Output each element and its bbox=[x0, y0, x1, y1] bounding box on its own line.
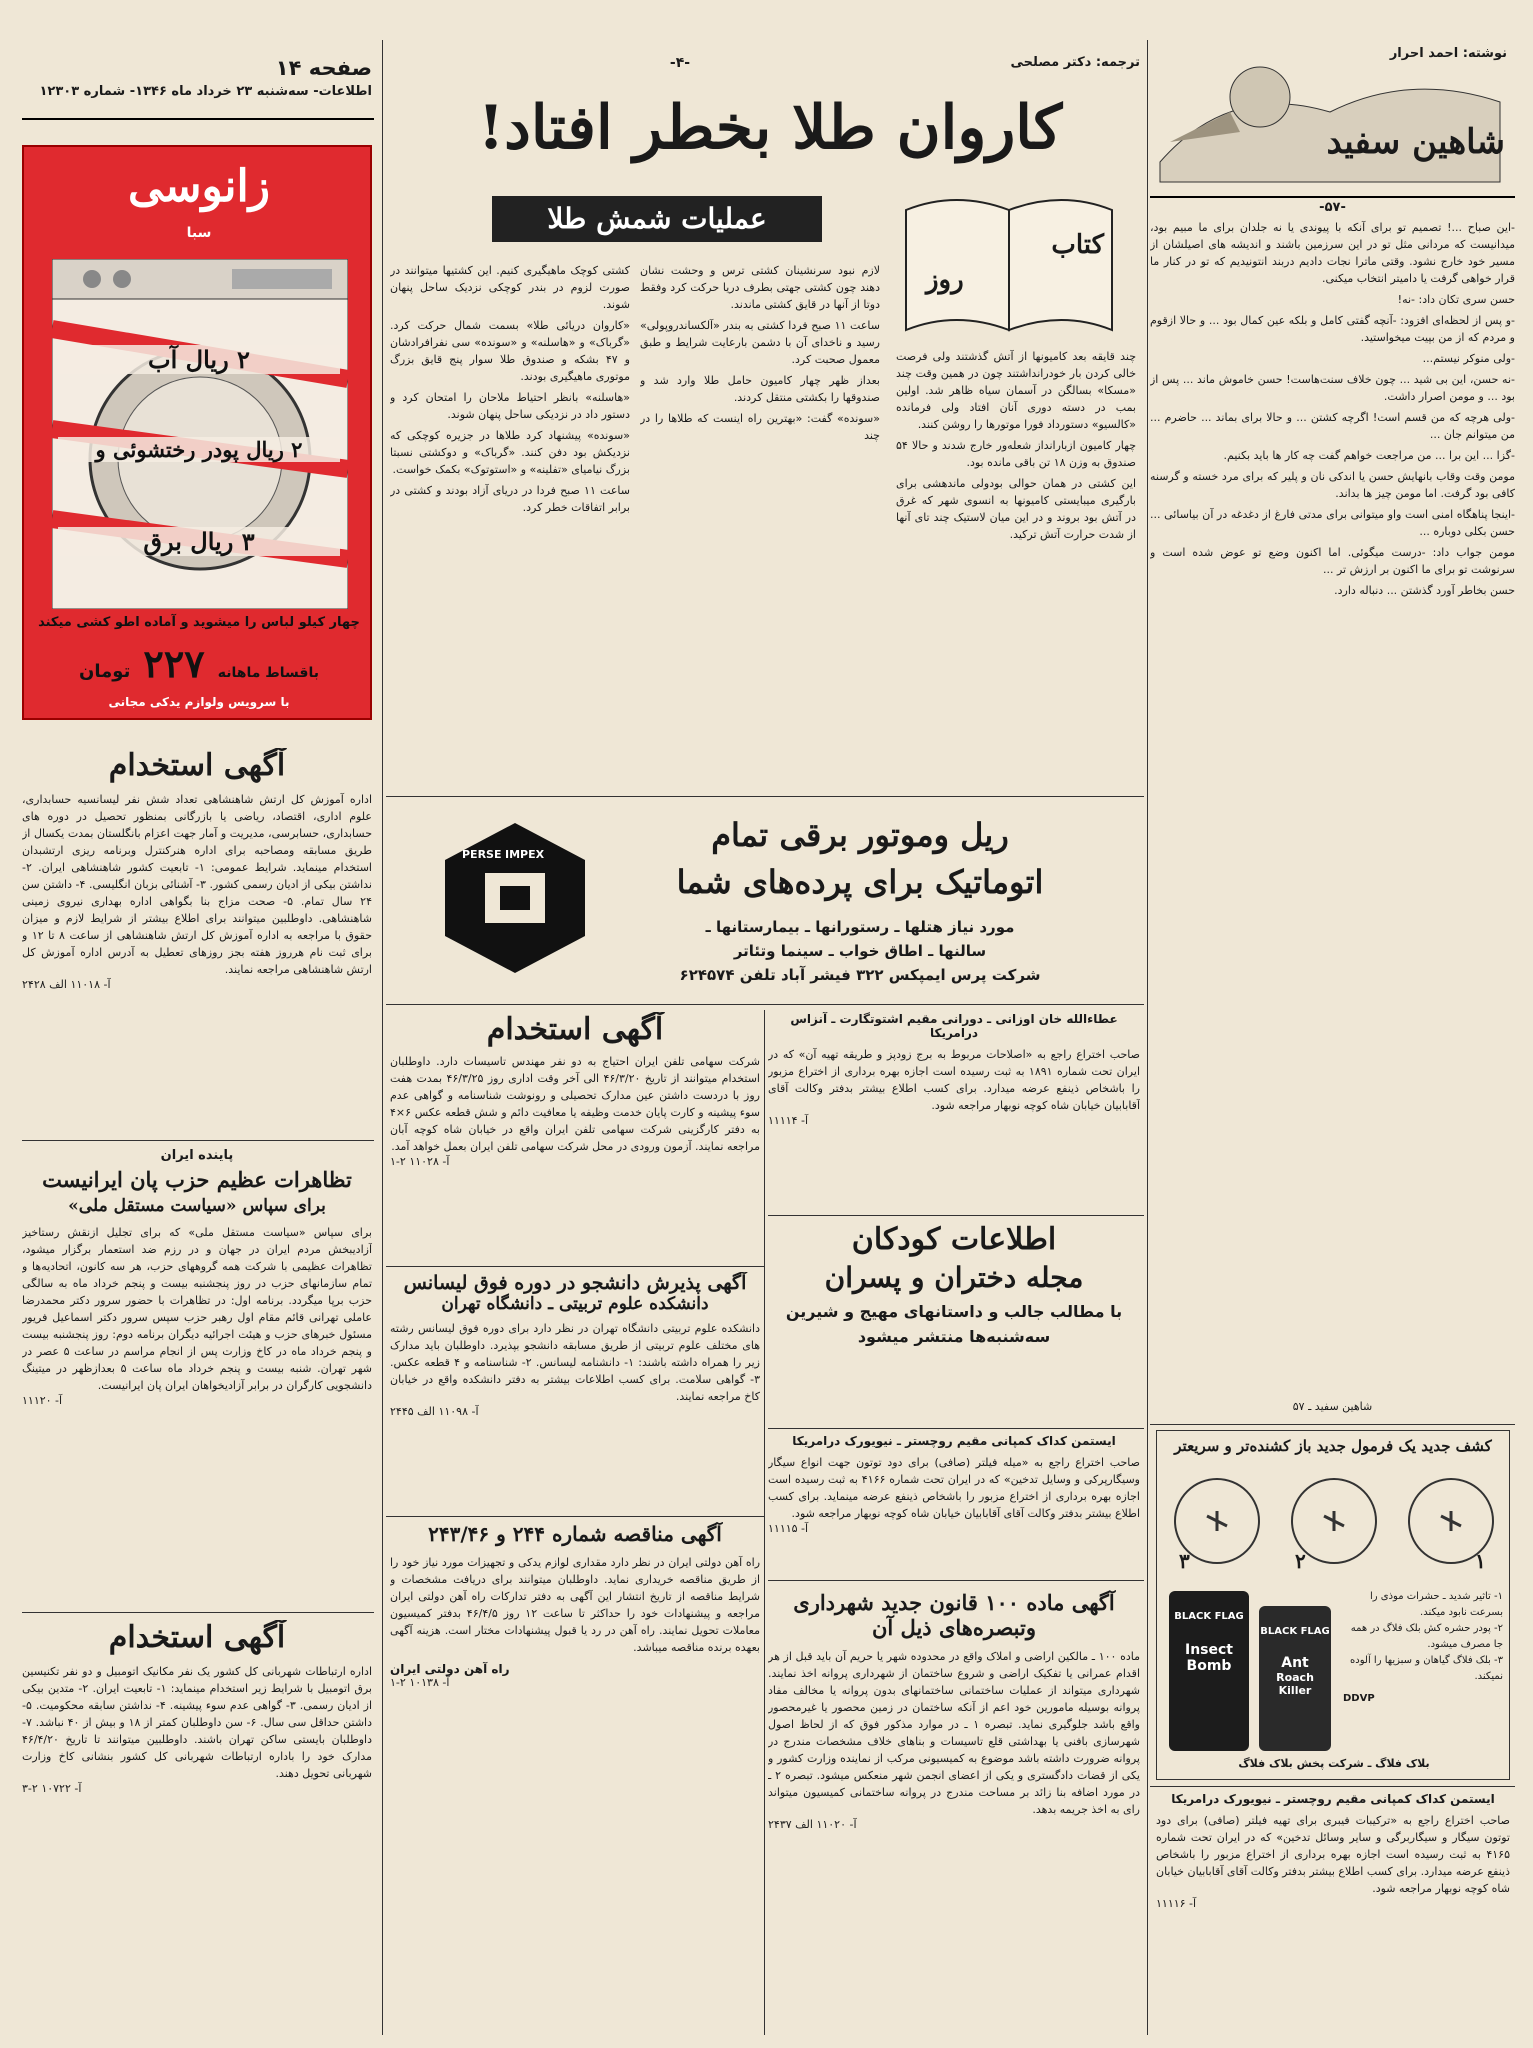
impex-line-5: شرکت پرس ایمپکس ۳۲۲ فیشر آباد تلفن ۶۲۴۵۷۴ bbox=[679, 966, 1041, 984]
rule bbox=[768, 1215, 1144, 1216]
ad-body: اداره آموزش کل ارتش شاهنشاهی تعداد شش نفر لیسانسیه حسابداری، علوم اداری، اقتصاد، ریاضی یا بازرگانی بمنظور تحصیل در دوره های حسابداری، حسابرسی، مدیریت و آمار جهت اعزام بانگلستان بمدت یکسال از طریق مسابقه ومصاحبه برای اداره هنرکنترل وبرنامه ریزی ارتشبدان استخدام مینماید. شرایط عمومی: ۱- تابعیت کشور شاهنشاهی ایران. ۲- نداشتن بیکی از ادیان رسمی کشور. ۳- آشنائی بزبان انگلیسی. ۴- داشتن سن ۲۴ سال تمام. ۵- صحت مزاج بنا بگواهی اداره بهداری نیروی زمینی شاهنشاهی. داوطلبین میتوانند برای اطلاع بیشتر از شرایط لازم و میزان حقوق با مراجعه به اداره آموزش کل ارتش شاهنشاهی از ساعت ۸ تا ۱۲ و برای ثبت نام هرروز هفته بجز روزهای تعطیل به آدرس اداره آموزش کل ارتش شاهنشاهی مراجعه نمایند. bbox=[22, 793, 372, 976]
can-product: Insect bbox=[1185, 1642, 1233, 1658]
header-rule bbox=[22, 118, 374, 120]
translator-credit: ترجمه: دکتر مصلحی bbox=[1010, 55, 1140, 70]
zanussi-price-row bbox=[32, 641, 366, 686]
column-masthead bbox=[1150, 42, 1515, 192]
paragraph: مومن وقت وقاب بانهایش حسن یا اندکی نان و پلیر که برای مرد خسته و گرسنه کافی بود گرفت. اما مومن چیز ها بداند. bbox=[1150, 470, 1515, 500]
paragraph: -و پس از لحظه‌ای افزود: -آنچه گفتی کامل و بلکه عین کمال بود ... و حالا ازقوم و مردم که از من بپیت میخواستید. bbox=[1150, 314, 1515, 344]
impex-line-3: مورد نیاز هتلها ـ رستورانها ـ بیمارستانها ـ bbox=[705, 918, 1015, 936]
bf-num-2: ۲ bbox=[1295, 1549, 1306, 1573]
party-announcement bbox=[22, 1148, 372, 1608]
tender-signature: راه آهن دولتی ایران bbox=[390, 1662, 510, 1676]
black-flag-ad bbox=[1156, 1430, 1510, 1780]
paragraph: -گزا ... این برا ... من مراجعت خواهم گفت چه کار ها باید بکنیم. bbox=[1223, 449, 1515, 462]
patent-title: ایستمن کداک کمپانی مقیم روچستر ـ نیویورک درامریکا bbox=[1171, 1792, 1495, 1806]
rule bbox=[768, 1428, 1144, 1429]
party-title: تظاهرات عظیم حزب پان ایرانیست bbox=[42, 1167, 352, 1192]
paragraph: -ولی هرچه که من قسم است! اگرچه کشتن ... و حالا برای بماند ... حاضرم ... من میتوانم جان ... bbox=[1150, 411, 1515, 441]
can-brand: BLACK FLAG bbox=[1260, 1626, 1330, 1637]
rule bbox=[1150, 196, 1515, 198]
kids-line-3: با مطالب جالب و داستانهای مهیج و شیرین bbox=[785, 1302, 1123, 1321]
insect-bomb-can bbox=[1169, 1591, 1249, 1751]
patent-code: آ- ۱۱۱۱۵ bbox=[768, 1522, 809, 1535]
paragraph: -اینجا پناهگاه امنی است واو میتوانی برای مدتی فارغ از دغدغه در آن بیاسائی ... حسن بکلی دوباره ... bbox=[1150, 508, 1515, 538]
patent-notice-1 bbox=[768, 1012, 1140, 1212]
can-product: Ant bbox=[1281, 1655, 1309, 1671]
patent-body: صاحب اختراع راجع به «ترکیبات فیبری برای تهیه فیلتر (صافی) برای دود توتون سیگار و سیگاربرگی و سایر وسائل تدخین» که در ایران تحت شماره ۴۱۶۵ به ثبت رسیده است اجازه بهره برداری از اختراع مزبور را باشخاص ذینفع عرضه میدارد. برای کسب اطلاع بیشتر بدفتر وکالت آقای آقابابیان خیابان شاه کوچه نوبهار مراجعه شود. bbox=[1156, 1814, 1510, 1895]
rule bbox=[386, 796, 1144, 797]
can-product-2: Bomb bbox=[1186, 1658, 1232, 1674]
paragraph: مومن جواب داد: -درست میگوئی. اما اکنون وضع تو عوض شده است و سرنوشت تو برای ما اکنون بر ارزش تر ... bbox=[1150, 546, 1515, 576]
paragraph: «سونده» گفت: «بهترین راه اینست که طلاها را در چند bbox=[640, 412, 880, 442]
patent-notice-3 bbox=[1156, 1792, 1510, 2032]
logo-bottom-word: IMPEX bbox=[505, 848, 545, 861]
washing-machine-illustration bbox=[52, 259, 348, 609]
party-kicker: پاینده ایران bbox=[160, 1148, 234, 1163]
impex-line-2: اتوماتیک برای پرده‌های شما bbox=[676, 863, 1044, 901]
byline: نوشته: احمد احرار bbox=[1389, 46, 1507, 61]
story-body bbox=[1150, 219, 1515, 599]
uni-code: آ- ۱۱۰۹۸ الف ۲۴۴۵ bbox=[390, 1405, 479, 1418]
book-word-2: روز bbox=[926, 265, 964, 295]
rule bbox=[386, 1004, 1144, 1005]
column-divider bbox=[1147, 40, 1148, 2035]
perse-impex-logo bbox=[440, 818, 590, 978]
patent-code: آ- ۱۱۱۱۶ bbox=[1156, 1897, 1197, 1910]
paragraph: بعداز ظهر چهار کامیون حامل طلا وارد شد و صندوقها را بکشتی منتقل کردند. bbox=[640, 374, 880, 404]
paragraph: -نه حسن، این بی شید ... چون خلاف سنت‌هاست! حسن خاموش ماند ... پس از بود ... و مومن اصرار داشت. bbox=[1150, 373, 1515, 403]
zanussi-brand: زانوسی bbox=[128, 161, 270, 212]
employment-ad-army bbox=[22, 748, 372, 1133]
can-brand: BLACK FLAG bbox=[1174, 1611, 1244, 1622]
employment-ad-telephone bbox=[390, 1012, 760, 1262]
uni-subtitle: دانشکده علوم تربیتی ـ دانشگاه تهران bbox=[441, 1294, 709, 1314]
paragraph: -ولی منوکر نیستم... bbox=[1422, 352, 1515, 365]
uni-title: آگهی پذیرش دانشجو در دوره فوق لیسانس bbox=[403, 1272, 747, 1294]
column-divider bbox=[382, 40, 383, 2035]
bf-notes bbox=[1343, 1589, 1503, 1707]
impex-line-1: ریل وموتور برقی تمام bbox=[711, 816, 1009, 854]
column-divider bbox=[764, 1010, 765, 2035]
zanussi-line-power: ۳ ریال برق bbox=[58, 527, 340, 556]
patent-title: ایستمن کداک کمپانی مقیم روچستر ـ نیویورک درامریکا bbox=[792, 1434, 1116, 1448]
paragraph: چهار کامیون ازبارانداز شعله‌ور خارج شدند و حالا ۵۴ صندوق به وزن ۱۸ تن باقی مانده بود. bbox=[896, 439, 1136, 469]
page-number: -۴- bbox=[669, 55, 691, 71]
ad-title: آگهی استخدام bbox=[486, 1012, 664, 1047]
logo-top-word: PERSE bbox=[462, 848, 502, 861]
paragraph: این کشتی در همان حوالی بودولی ماندهشی برای بارگیری میبایستی کامیونها به انسوی شهر که غرق در آتش بود بروند و در این میان لاستیک چند تای آنها از شدت حرارت آتش ترکید. bbox=[896, 477, 1136, 541]
uni-body: دانشکده علوم تربیتی دانشگاه تهران در نظر دارد برای دوره فوق لیسانس رشته های مختلف علوم تربیتی از طریق مسابقه دانشجو بپذیرد. داوطلبان باید مدارک زیر را همراه داشته باشند: ۱- دانشنامه لیسانس. ۲- شناسنامه و ۴ قطعه عکس. ۳- گواهی سلامت. برای کسب اطلاعات بیشتر به دفتر دانشکده واقع در خیابان کاخ مراجعه نمایند. bbox=[390, 1322, 760, 1403]
ad-code: آ- ۱۰۷۲۲ ۲-۳ bbox=[22, 1782, 82, 1795]
zanussi-sub: سبا bbox=[186, 225, 212, 241]
perse-impex-ad bbox=[390, 808, 1140, 998]
kids-line-4: سه‌شنبه‌ها منتشر میشود bbox=[857, 1327, 1051, 1346]
patent-title: عطاءالله خان اوزانی ـ دورانی مقیم اشتوتگارت ـ آنزاس درامریکا bbox=[790, 1012, 1118, 1040]
column-footer: شاهین سفید ـ ۵۷ bbox=[1292, 1400, 1373, 1413]
bf-title: کشف جدید یک فرمول جدید باز کشنده‌تر و سریعتر bbox=[1174, 1437, 1492, 1455]
open-book-icon bbox=[896, 180, 1122, 340]
roach-killer-can bbox=[1259, 1606, 1331, 1751]
bf-note: ۱- تاثیر شدید ـ حشرات موذی را بسرعت نابود میکند. bbox=[1369, 1591, 1503, 1618]
impex-line-4: سالنها ـ اطاق خواب ـ سینما وتئاتر bbox=[733, 942, 987, 960]
paragraph: حسن بخاطر آورد گذشتن ... دنباله دارد. bbox=[1334, 584, 1515, 597]
rule bbox=[386, 1516, 764, 1517]
university-ad bbox=[390, 1272, 760, 1510]
tender-body: راه آهن دولتی ایران در نظر دارد مقداری لوازم یدکی و تجهیزات مورد نیاز خود را از طریق مناقصه خریداری نماید. داوطلبان میتوانند برای دریافت مشخصات و شرایط مناقصه از تاریخ انتشار این آگهی به دفتر تدارکات راه آهن دولتی ایران مراجعه و پیشنهادات خود را حداکثر تا ساعت ۱۲ روز ۴۶/۴/۵ بدفتر کمیسیون معاملات تحویل نمایند. راه آهن در رد یا قبول پیشنهادات مختار است. هزینه آگهی بعهده برنده مناقصه میباشد. bbox=[390, 1556, 760, 1654]
ad-body: شرکت سهامی تلفن ایران احتیاج به دو نفر مهندس تاسیسات دارد. داوطلبان استخدام میتوانند از تاریخ ۴۶/۳/۲۰ الی آخر وقت اداری روز ۴۶/۳/۲۵ بمدت هفت روز با دردست داشتن عین مدارک تحصیلی و رونوشت شناسنامه و گواهی عدم سوء پیشینه و کارت پایان خدمت وظیفه یا معافیت دائم و شش قطعه عکس ۶×۴ به دفتر کارگزینی شرکت سهامی تلفن ایران واقع در خیابان شاه کوچه آبان مراجعه نمایند. آزمون ورودی در محل شرکت سهامی تلفن ایران بعمل خواهد آمد. bbox=[390, 1055, 760, 1153]
kids-line-2: مجله دختران و پسران bbox=[824, 1261, 1084, 1294]
tender-code: آ- ۱۰۱۳۸ ۲-۱ bbox=[390, 1676, 450, 1689]
paragraph: ساعت ۱۱ صبح فردا در دریای آزاد بودند و کشتی در برابر اتفاقات خطر کرد. bbox=[390, 484, 630, 514]
rule bbox=[22, 1612, 374, 1613]
paragraph: «هاسلنه» بانظر احتیاط ملاحان را امتحان کرد و دستور داد در نزدیکی ساحل پنهان شوند. bbox=[390, 391, 630, 421]
ad-title: آگهی استخدام bbox=[108, 1620, 286, 1655]
zanussi-service: با سرویس ولوازم یدکی مجانی bbox=[108, 695, 290, 709]
paragraph: ساعت ۱۱ صبح فردا کشتی به بندر «آلکساندروپولی» رسید و ناخدای آن با دشمن بارعایت شرایط و طبق معمول صحبت کرد. bbox=[640, 319, 880, 366]
gold-column-1 bbox=[896, 348, 1136, 788]
party-code: آ- ۱۱۱۲۰ bbox=[22, 1394, 63, 1407]
paragraph: حسن سری تکان داد: -نه! bbox=[1397, 293, 1515, 306]
mun-title: آگهی ماده ۱۰۰ قانون جدید شهرداری bbox=[793, 1590, 1115, 1615]
kids-magazine-ad bbox=[768, 1222, 1140, 1422]
patent-body: صاحب اختراع راجع به «میله فیلتر (صافی) برای دود توتون جهت انواع سیگار وسیگارپرکی و وسایل تدخین» که در ایران تحت شماره ۴۱۶۶ به ثبت رسیده است اجازه بهره برداری از اختراع مزبور را باشخاص ذینفع عرضه مینماید. برای کسب اطلاع بیشتر بدفتر وکالت آقای آقابابیان خیابان شاه کوچه نوبهار مراجعه شود. bbox=[768, 1456, 1140, 1520]
kids-line-1: اطلاعات کودکان bbox=[851, 1222, 1057, 1257]
gold-column-3 bbox=[390, 262, 630, 788]
ad-code: آ- ۱۱۰۲۸ ۲-۱ bbox=[390, 1155, 450, 1168]
party-body: برای سپاس «سیاست مستقل ملی» که برای تجلیل ازنقش رستاخیز آزادیبخش مردم ایران در جهان و در رزم ضد استعمار برگزار میشود، تظاهرات عظیمی با شرکت همه گروههای حزب، هر سه کانون، اتحادیه‌ها و تمام سازمانهای حزب در روز پنجشنبه بیست و پنجم خرداد ماه به سالگی حزب برپا میگردد. برنامه اول: در تظاهرات با حضور سرور دکتر محمدرضا عاملی تهرانی قائم مقام اول رهبر حزب سپس سرور دکتر اسماعیل فریور مسئول خبرهای حزب و هیئت اجرائیه دیگران برنامه دوم: روز پنجشنبه بیست و پنجم خرداد ماه در کاخ وزارت پس از انجام مراسم در ساعت ۵ عصر در شهر تهران. شنبه بیست و پنجم خرداد ماه ساعت ۵ بعدازظهر در میتینگ دانشجویی کارگران در برابر آزادیخواهان ایران پان ایرانیست. bbox=[22, 1226, 372, 1392]
rule bbox=[386, 1266, 764, 1267]
rule bbox=[22, 1140, 374, 1141]
paragraph: «سونده» پیشنهاد کرد طلاها در جزیره کوچکی که نزدیکش بود دفن کنند. «گرباک» و دوکشتی نسبتا بزرگ نیامیای «تفلینه» و «استوتوک» بکمک خواست. bbox=[390, 429, 630, 476]
party-subtitle: برای سپاس «سیاست مستقل ملی» bbox=[68, 1196, 326, 1216]
mun-body: ماده ۱۰۰ ـ مالکین اراضی و املاک واقع در محدوده شهر یا حریم آن باید قبل از هر اقدام عمرانی یا تفکیک اراضی و شروع ساختمان از شهرداری پروانه اخذ نمایند. شهرداری میتواند از عملیات ساختمانی ساختمانهای بدون پروانه یا مخالف مفاد پروانه بوسیله مامورین خود اعم از آنکه ساختمان در زمین محصور یا غیرمحصور واقع باشد جلوگیری نماید. تبصره ۱ ـ در موارد مذکور فوق که از لحاظ اصول شهرسازی بافنی یا بهداشتی قلع تاسیسات و بناهای خلاف مشخصات مندرج در پروانه ضرورت داشته باشد موضوع به کمیسیونی مرکب از نماینده وزارت کشور و یکی از قضات دادگستری و یکی از اعضای انجمن شهر منعکس میشود. تبصره ۲ ـ در مورد اضافه بنا زائد بر مساحت مندرج در پروانه ساختمانی کمیسیون میتواند رای به اخذ جریمه بدهد. bbox=[768, 1650, 1140, 1816]
ad-title: آگهی استخدام bbox=[108, 748, 286, 783]
patent-code: آ- ۱۱۱۱۴ bbox=[768, 1114, 809, 1127]
paragraph: -این صباح ...! تصمیم تو برای آنکه با پیوندی یا نه جلدان برای ما مبیم بود، میدانیست که مردانی مثل تو در این سرزمین باشند و اندیشه های اصیلشان از مسیر خود خارج نشود. وقتی ماترا نجات دادیم دربند انتونیدیم که تو در کنار ما قرار خواهی گرفت یا دامیتر انتخاب میکنی. bbox=[1150, 221, 1515, 285]
paragraph: چند قایقه بعد کامیونها از آتش گذشتند ولی فرصت خالی کردن بار خودرانداشتند چون در همین وقت چند «مسکا» بسالگن در آسمان سیاه ظاهر شد. اولین بمب در دسته دوری آنان افتاد ولی فرمانده «کالسیو» دستورداد فورا موتورها را روشن کنند. bbox=[896, 350, 1136, 431]
bf-num-1: ۱ bbox=[1475, 1549, 1486, 1573]
zanussi-line-water: ۲ ریال آب bbox=[58, 345, 340, 374]
rule bbox=[1150, 1786, 1515, 1787]
bf-note: ۳- بلک فلاگ گیاهان و سبزیها را آلوده نمیکند. bbox=[1350, 1655, 1503, 1682]
column-logo: شاهین سفید bbox=[1326, 122, 1505, 162]
can-product-2: Roach Killer bbox=[1276, 1671, 1314, 1697]
tender-title: آگهی مناقصه شماره ۲۴۴ و ۲۴۳/۴۶ bbox=[428, 1522, 722, 1546]
gold-column-2 bbox=[640, 262, 880, 788]
mun-subtitle: وتبصره‌های ذیل آن bbox=[871, 1615, 1036, 1640]
episode-number: -۵۷- bbox=[1319, 200, 1346, 215]
mun-code: آ- ۱۱۰۲۰ الف ۲۴۳۷ bbox=[768, 1818, 857, 1831]
zanussi-installment: باقساط ماهانه bbox=[217, 665, 319, 681]
book-word-1: کتاب bbox=[1051, 230, 1104, 260]
column-story bbox=[1150, 200, 1515, 1422]
book-of-the-day-logo bbox=[896, 180, 1122, 340]
tender-notice bbox=[390, 1522, 760, 2035]
page-label: صفحه ۱۴ bbox=[275, 56, 372, 80]
ad-code: آ- ۱۱۰۱۸ الف ۲۴۲۸ bbox=[22, 978, 111, 991]
zanussi-line-powder: ۲ ریال پودر رختشوئی و bbox=[58, 437, 340, 462]
insect-circles bbox=[1157, 1471, 1510, 1581]
rule bbox=[1150, 1424, 1515, 1425]
paragraph: لازم نبود سرنشینان کشتی ترس و وحشت نشان دهند چون کشتی جهتی بطرف دریا حرکت کرد وفقط دوتا از آنها در قایق کشتی ماندند. bbox=[640, 264, 880, 311]
patent-notice-2 bbox=[768, 1434, 1140, 1594]
zanussi-ad bbox=[22, 145, 372, 720]
zanussi-desc: چهار کیلو لباس را میشوید و آماده اطو کشی میکند bbox=[38, 615, 360, 630]
page-header bbox=[22, 56, 372, 114]
patent-body: صاحب اختراع راجع به «اصلاحات مربوط به برج زودپز و طریقه تهیه آن» که در ایران تحت شماره ۱۸۹۱ به ثبت رسیده است اجازه بهره برداری از اختراع مزبور را باشخاص ذینفع عرضه میدارد. برای کسب اطلاع بیشتر بدفتر وکالت آقای آقابابیان خیابان شاه کوچه نوبهار مراجعه شود. bbox=[768, 1048, 1140, 1112]
zanussi-currency: تومان bbox=[79, 661, 131, 682]
paragraph: «کاروان دریائی طلا» بسمت شمال حرکت کرد. «گرباک» و «هاسلنه» و «سونده» سی نفرافرادشان و ۴۷ بشکه و صندوق طلا سوار پنج قایق بزرگ موتوری ماهیگیری بودند. bbox=[390, 319, 630, 383]
gold-title: کاروان طلا بخطر افتاد! bbox=[477, 93, 1063, 163]
employment-ad-police bbox=[22, 1620, 372, 2035]
rule bbox=[768, 1580, 1144, 1581]
municipal-notice bbox=[768, 1590, 1140, 2035]
bf-footer: بلاک فلاگ ـ شرکت پخش بلاک فلاگ bbox=[1238, 1757, 1430, 1770]
gold-subtitle: عملیات شمش طلا bbox=[492, 196, 822, 242]
bf-num-3: ۳ bbox=[1179, 1549, 1190, 1573]
dateline: اطلاعات- سه‌شنبه ۲۳ خرداد ماه ۱۳۴۶- شماره ۱۲۳۰۳ bbox=[39, 84, 372, 99]
paragraph: کشتی کوچک ماهیگیری کنیم. این کشتیها میتوانند در صورت لزوم در بندر کوچکی نزدیک ساحل پنهان شوند. bbox=[390, 264, 630, 311]
eagle-illustration bbox=[1150, 42, 1515, 192]
bf-note: ۲- پودر حشره کش بلک فلاگ در همه جا مصرف میشود. bbox=[1350, 1623, 1503, 1650]
zanussi-price: ۲۲۷ bbox=[143, 641, 205, 686]
ad-body: اداره ارتباطات شهربانی کل کشور یک نفر مکانیک اتومبیل و دو نفر تکنیسین برق اتومبیل با شرایط زیر استخدام مینماید: ۱- تابعیت ایران. ۲- متدین بیکی از ادیان رسمی. ۳- گواهی عدم سوء پیشینه. ۴- نداشتن سابقه محکومیت. ۵- داشتن حداقل سی سال. ۶- سن داوطلبان کمتر از ۱۸ و بیش از ۴۰ نباشد. ۷- داوطلبان بایستی ساکن تهران باشند. داوطلبین میتوانند تا تاریخ ۴۶/۴/۲۰ مدارک خود را باداره ارتباطات شهربانی کل کشور بنشانی کاخ وزارت شهربانی تحویل دهند. bbox=[22, 1665, 372, 1780]
bf-label: DDVP bbox=[1343, 1693, 1375, 1704]
